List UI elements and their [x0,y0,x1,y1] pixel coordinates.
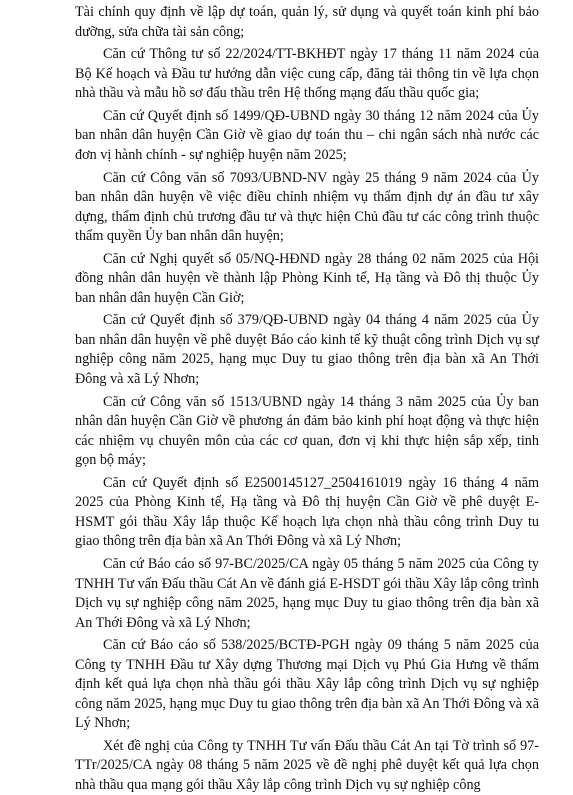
paragraph-bao-cao-97: Căn cứ Báo cáo số 97-BC/2025/CA ngày 05 tháng 5 năm 2025 của Công ty TNHH Tư vấn Đấu thầu Cát An về đánh giá E-HSDT gói thầu Xây lắp công trình Dịch vụ sự nghiệp công năm 2025, hạng mục Duy tu giao thông trên địa bàn xã An Thới Đông và xã Lý Nhơn; [75,556,539,631]
paragraph-quyet-dinh-379: Căn cứ Quyết định số 379/QĐ-UBND ngày 04 tháng 4 năm 2025 của Ủy ban nhân dân huyện về phê duyệt Báo cáo kinh tế kỹ thuật công trình Dịch vụ sự nghiệp công năm 2025, hạng mục Duy tu giao thông trên địa bàn xã An Thới Đông và xã Lý Nhơn; [75,312,539,387]
paragraph-quyet-dinh-e-hsmt: Căn cứ Quyết định số E2500145127_2504161019 ngày 16 tháng 4 năm 2025 của Phòng Kinh tế, Hạ tầng và Đô thị huyện Cần Giờ về phê duyệt E-HSMT gói thầu Xây lắp thuộc Kế hoạch lựa chọn nhà thầu công trình Duy tu giao thông trên địa bàn xã An Thới Đông và xã Lý Nhơn; [75,474,539,550]
paragraph-thong-tu-22: Căn cứ Thông tư số 22/2024/TT-BKHĐT ngày 17 tháng 11 năm 2024 của Bộ Kế hoạch và Đầu tư hướng dẫn việc cung cấp, đăng tải thông tin về lựa chọn nhà thầu và mẫu hồ sơ đấu thầu trên Hệ thống mạng đấu thầu quốc gia; [75,46,539,102]
paragraph-continuation: Tài chính quy định về lập dự toán, quản lý, sử dụng và quyết toán kinh phí bảo dưỡng, sửa chữa tài sản công; [75,4,539,40]
paragraph-xet-de-nghi: Xét đề nghị của Công ty TNHH Tư vấn Đấu thầu Cát An tại Tờ trình số 97-TTr/2025/CA ngày 08 tháng 5 năm 2025 về đề nghị phê duyệt kết quả lựa chọn nhà thầu qua mạng gói thầu Xây lắp công trình Dịch vụ sự nghiệp công [75,737,539,793]
paragraph-cong-van-7093: Căn cứ Công văn số 7093/UBND-NV ngày 25 tháng 9 năm 2024 của Ủy ban nhân dân huyện về việc điều chỉnh nhiệm vụ thẩm định dự án đầu tư xây dựng, thẩm định chủ trương đầu tư và thực hiện Chủ đầu tư các công trình thuộc thẩm quyền Ủy ban nhân dân huyện; [75,169,539,245]
paragraph-cong-van-1513: Căn cứ Công văn số 1513/UBND ngày 14 tháng 3 năm 2025 của Ủy ban nhân dân huyện Cần Giờ về phương án đảm bảo kinh phí hoạt động và thực hiện các nhiệm vụ chuyên môn của các cơ quan, đơn vị khi thực hiện sắp xếp, tinh gọn bộ máy; [75,393,539,469]
paragraph-nghi-quyet-05: Căn cứ Nghị quyết số 05/NQ-HĐND ngày 28 tháng 02 năm 2025 của Hội đồng nhân dân huyện về thành lập Phòng Kinh tế, Hạ tầng và Đô thị thuộc Ủy ban nhân dân huyện Cần Giờ; [75,250,539,306]
paragraph-quyet-dinh-1499: Căn cứ Quyết định số 1499/QĐ-UBND ngày 30 tháng 12 năm 2024 của Ủy ban nhân dân huyện Cần Giờ về giao dự toán thu – chi ngân sách nhà nước các đơn vị hành chính - sự nghiệp huyện năm 2025; [75,107,539,163]
paragraph-bao-cao-538: Căn cứ Báo cáo số 538/2025/BCTĐ-PGH ngày 09 tháng 5 năm 2025 của Công ty TNHH Đầu tư Xây dựng Thương mại Dịch vụ Phú Gia Hưng về thẩm định kết quả lựa chọn nhà thầu gói thầu Xây lắp công trình Dịch vụ sự nghiệp công năm 2025, hạng mục Duy tu giao thông trên địa bàn xã An Thới Đông và xã Lý Nhơn; [75,637,539,732]
